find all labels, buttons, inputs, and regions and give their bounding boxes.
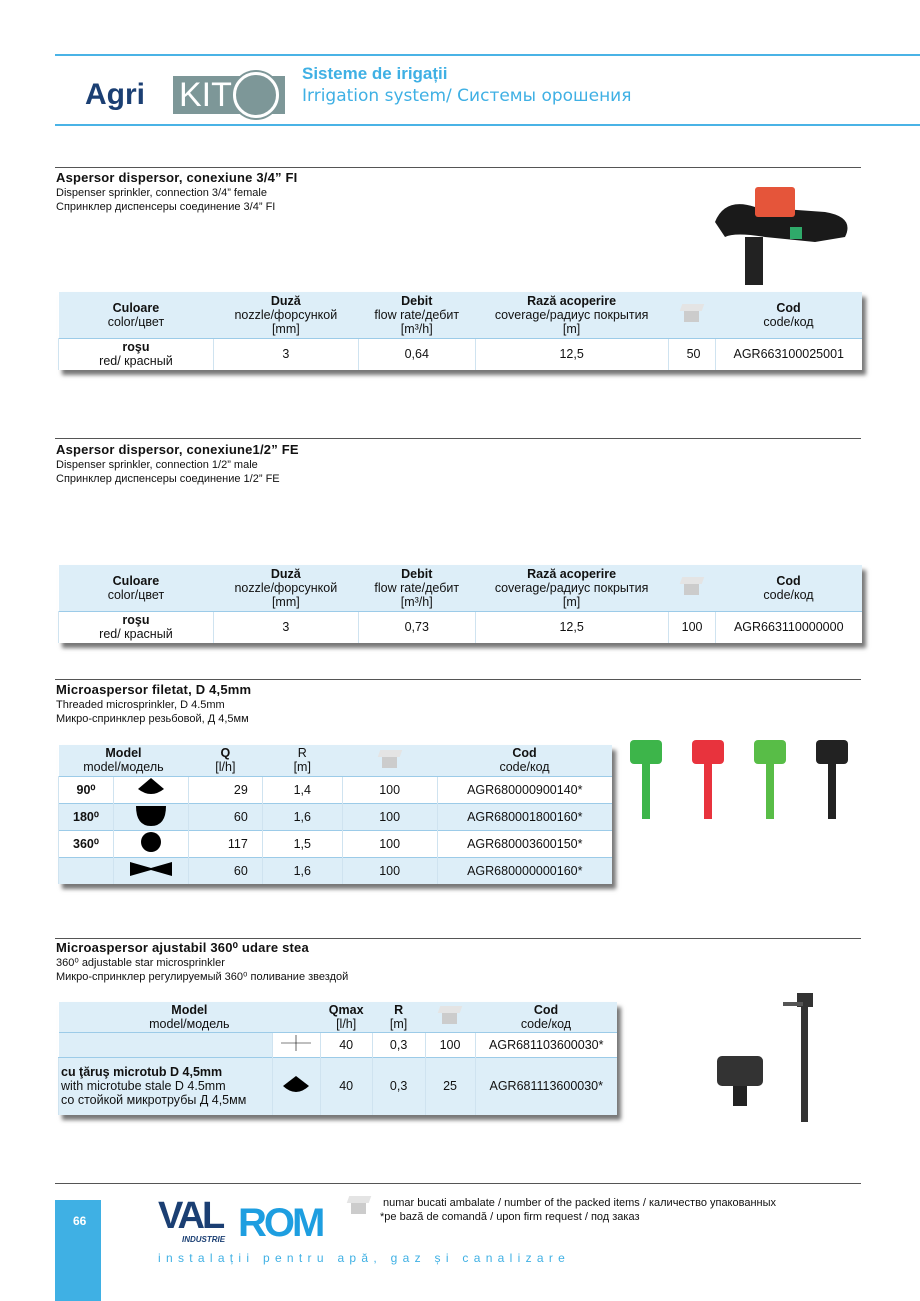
table-row	[59, 1057, 618, 1115]
section-divider	[55, 938, 861, 939]
header-code: Cod code/код	[763, 300, 814, 329]
section-title: Microaspersor filetat, D 4,5mm	[56, 682, 252, 697]
table-cell: AGR663110000000	[715, 611, 862, 643]
table-cell: 12,5	[475, 338, 668, 370]
table-cell: R [m]	[293, 746, 311, 775]
table-cell: 60	[188, 857, 262, 884]
header-flow: Debit flow rate/дебит [m³/h]	[374, 293, 460, 336]
microsprinkler-table	[58, 745, 612, 884]
section-subtitle-ru: Спринклер диспенсеры соединение 3/4” FI	[56, 201, 276, 213]
quarter-pattern-icon	[272, 1057, 320, 1115]
table-cell: Duză nozzle/форсункой [mm]	[234, 566, 338, 609]
table-cell: Q [l/h]	[215, 746, 236, 775]
section-title: Microaspersor ajustabil 360⁰ udare stea	[56, 940, 309, 955]
table-cell: Culoare color/цвет	[107, 573, 165, 602]
table-cell: roşu red/ красный	[59, 611, 214, 643]
table-cell: 100	[342, 857, 437, 884]
sprinkler-product-image	[705, 182, 865, 287]
table-cell	[668, 565, 715, 611]
section-divider	[55, 438, 861, 439]
table-cell: AGR681103600030*	[475, 1032, 617, 1057]
table-cell: 1,6	[262, 803, 342, 830]
logo-kit-text: KIT	[179, 76, 232, 114]
table-cell: 1,5	[262, 830, 342, 857]
header-color: Culoare color/цвет	[107, 300, 165, 329]
section-subtitle-ru: Спринклер диспенсеры соединение 1/2” FE	[56, 473, 280, 485]
table-cell: 25	[425, 1057, 475, 1115]
table-cell: 50	[668, 338, 715, 370]
strip-pattern-icon	[113, 857, 188, 884]
table-cell: Cod code/код	[499, 746, 550, 775]
section-divider	[55, 167, 861, 168]
table-cell: AGR680000900140*	[437, 776, 612, 803]
logo-val-text: VAL	[158, 1195, 223, 1237]
box-icon	[681, 576, 703, 596]
table-cell: AGR680000000160*	[437, 857, 612, 884]
model-angle: 360⁰	[59, 830, 114, 857]
table-cell: 117	[188, 830, 262, 857]
table-cell	[59, 1032, 273, 1057]
section-title: Aspersor dispersor, conexiune 3/4” FI	[56, 170, 298, 185]
logo-industrie-text: INDUSTRIE	[182, 1235, 226, 1244]
section-divider	[55, 679, 861, 680]
logo-rom-text: ROM	[238, 1201, 323, 1245]
wheat-field-icon	[233, 72, 279, 118]
product-table	[58, 565, 862, 643]
table-cell: 0,64	[358, 338, 475, 370]
table-cell: 100	[425, 1032, 475, 1057]
section-subtitle-ru: Микро-спринклер регулируемый 360⁰ поливание звездой	[56, 971, 349, 983]
table-cell: Rază acoperire coverage/радиус покрытия [m]	[494, 566, 649, 609]
quarter-pattern-icon	[113, 776, 188, 803]
table-cell: 100	[668, 611, 715, 643]
table-cell: 100	[342, 830, 437, 857]
table-cell: AGR680003600150*	[437, 830, 612, 857]
table-cell: 3	[213, 611, 358, 643]
box-icon	[681, 303, 703, 323]
table-cell: 0,3	[372, 1057, 425, 1115]
header-bottom-line	[55, 124, 920, 126]
table-cell: cu ţăruş microtub D 4,5mm with microtube stale D 4.5mm со стойкой микротрубы Д 4,5мм	[59, 1057, 273, 1115]
table-cell	[342, 745, 437, 776]
table-cell: 1,6	[262, 857, 342, 884]
table-cell: 100	[342, 803, 437, 830]
model-angle: 180⁰	[59, 803, 114, 830]
table-cell: Cod code/код	[520, 1002, 572, 1031]
model-angle: 90⁰	[59, 776, 114, 803]
table-row	[59, 803, 613, 830]
page-number-bar	[55, 1200, 101, 1301]
table-cell: 100	[342, 776, 437, 803]
page-subtitle: Irrigation system/ Системы орошения	[302, 86, 632, 106]
box-icon	[439, 1005, 461, 1025]
table-row	[59, 776, 613, 803]
table-row	[59, 1032, 618, 1057]
star-pattern-icon	[272, 1032, 320, 1057]
table-cell: 40	[320, 1032, 372, 1057]
section-title: Aspersor dispersor, conexiune1/2” FE	[56, 442, 299, 457]
table-cell: 3	[213, 338, 358, 370]
star-microsprinkler-table	[58, 1002, 617, 1115]
table-cell: Cod code/код	[763, 573, 814, 602]
table-cell	[425, 1002, 475, 1032]
table-cell: 40	[320, 1057, 372, 1115]
table-cell: Qmax [l/h]	[328, 1002, 364, 1031]
full-pattern-icon	[113, 830, 188, 857]
table-cell: 1,4	[262, 776, 342, 803]
microsprinkler-product-images	[622, 736, 867, 822]
section-subtitle-en: 360⁰ adjustable star microsprinkler	[56, 957, 225, 969]
logo-agri-text: Agri	[85, 78, 145, 111]
table-cell: 12,5	[475, 611, 668, 643]
valrom-logo	[158, 1195, 328, 1246]
footer-tagline: instalații pentru apă, gaz și canalizare	[158, 1251, 571, 1265]
model-angle	[59, 857, 114, 884]
product-table	[58, 292, 862, 370]
table-cell: roşu red/ красный	[59, 338, 214, 370]
table-row	[59, 830, 613, 857]
table-cell: R [m]	[389, 1002, 408, 1031]
page-number: 66	[73, 1214, 87, 1228]
half-pattern-icon	[113, 803, 188, 830]
section-subtitle-en: Dispenser sprinkler, connection 3/4” female	[56, 187, 267, 199]
header-pack	[668, 292, 715, 338]
box-icon	[348, 1195, 370, 1215]
section-subtitle-ru: Микро-спринклер резьбовой, Д 4,5мм	[56, 713, 249, 725]
agrikit-logo	[85, 70, 287, 118]
table-cell: 60	[188, 803, 262, 830]
header-top-line	[55, 54, 920, 56]
table-cell: AGR680001800160*	[437, 803, 612, 830]
table-row	[59, 338, 863, 370]
star-microsprinkler-images	[715, 988, 825, 1128]
table-cell: 29	[188, 776, 262, 803]
table-cell: Model model/модель	[83, 746, 164, 775]
table-cell: Debit flow rate/дебит [m³/h]	[374, 566, 460, 609]
footer-divider	[55, 1183, 861, 1184]
table-row	[59, 611, 863, 643]
page-title: Sisteme de irigații	[302, 64, 448, 83]
table-cell: AGR663100025001	[715, 338, 862, 370]
table-row	[59, 857, 613, 884]
header-coverage: Rază acoperire coverage/радиус покрытия [m]	[494, 293, 649, 336]
table-cell: AGR681113600030*	[475, 1057, 617, 1115]
note-packed-items: numar bucati ambalate / number of the packed items / каличество упакованных	[383, 1197, 777, 1209]
note-firm-request: *pe bază de comandă / upon firm request / под заказ	[380, 1211, 640, 1223]
section-subtitle-en: Dispenser sprinkler, connection 1/2” male	[56, 459, 258, 471]
section-subtitle-en: Threaded microsprinkler, D 4.5mm	[56, 699, 225, 711]
header-nozzle: Duză nozzle/форсункой [mm]	[234, 293, 338, 336]
table-cell: 0,3	[372, 1032, 425, 1057]
box-icon	[379, 749, 401, 769]
table-cell: Model model/модель	[149, 1002, 230, 1031]
table-cell: 0,73	[358, 611, 475, 643]
